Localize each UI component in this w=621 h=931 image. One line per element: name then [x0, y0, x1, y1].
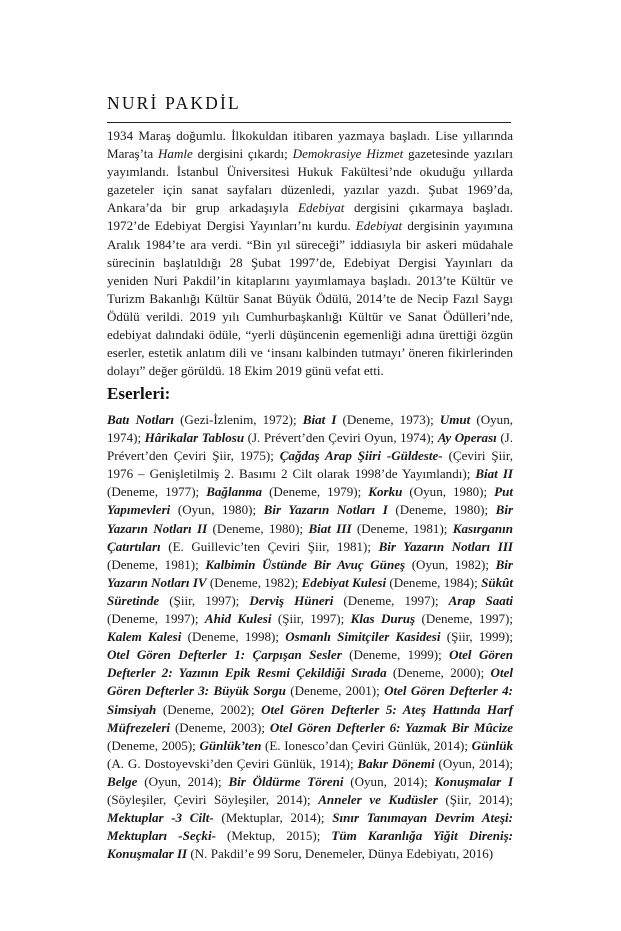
publication-name: Demokrasiye Hizmet — [292, 146, 404, 162]
work-item — [145, 430, 431, 445]
bio-text: gazetesinde yazıları yayımlandı. İstanbul Üniversitesi Hukuk Fakültesi’nde okuduğu yıllarda gazeteler için sanat sayfaları düzenledi, yazılar yazdı. Şubat 1969’da, Ankara’da bir grup arkadaşıyla — [107, 146, 513, 216]
work-detail: (Oyun, 1974) — [107, 412, 513, 446]
publication-name: Edebiyat — [355, 218, 403, 234]
work-detail: (Deneme, 1981) — [107, 556, 196, 572]
work-title: Put Yapımevleri — [107, 484, 513, 518]
work-title: Biat I — [302, 412, 337, 427]
work-detail: (Deneme, 1973) — [342, 412, 431, 427]
work-title: Ahid Kulesi — [204, 611, 272, 627]
work-detail: (Deneme, 1979) — [269, 484, 358, 500]
work-detail: (Oyun, 1980) — [177, 502, 253, 518]
work-item — [206, 484, 357, 499]
work-item — [368, 484, 483, 499]
work-title: Günlük’ten — [199, 737, 262, 753]
work-item — [308, 521, 443, 536]
work-title: Belge — [107, 773, 138, 789]
work-title: Batı Notları — [107, 412, 174, 427]
work-detail: (Deneme, 2002) — [162, 701, 251, 717]
author-heading: NURİ PAKDİL — [107, 93, 241, 113]
work-detail: (E. Guillevic’ten Çeviri Şiir, 1981) — [168, 538, 368, 554]
heading-divider — [107, 122, 511, 123]
work-title: Otel Gören Defterler 3: Büyük Sorgu — [107, 665, 513, 699]
work-item — [303, 412, 430, 427]
work-item — [199, 738, 464, 753]
work-item — [107, 774, 218, 789]
work-item — [357, 756, 509, 771]
work-title: Korku — [368, 484, 403, 500]
work-item — [264, 502, 485, 517]
work-detail: (Oyun, 1980) — [409, 484, 484, 500]
publication-name: Edebiyat — [298, 200, 345, 216]
work-detail: (Çeviri Şiir, 1976 – Genişletilmiş 2. Basımı 2 Cilt olarak 1998’de Yayımlandı) — [107, 448, 514, 482]
work-detail: (Deneme, 2000) — [392, 665, 481, 681]
work-title: Bir Yazarın Notları IV — [107, 556, 513, 590]
work-detail: (Deneme, 2005) — [107, 737, 193, 753]
work-title: Kasırganın Çatırtıları — [107, 520, 513, 554]
work-title: Çağdaş Arap Şiiri -Güldeste- — [279, 448, 443, 464]
work-detail: (Oyun, 1982) — [411, 556, 486, 572]
work-title: Edebiyat Kulesi — [301, 574, 387, 590]
work-title: Bir Yazarın Notları I — [263, 502, 388, 518]
work-item — [205, 557, 485, 572]
work-detail: (Deneme, 1977) — [107, 484, 196, 500]
work-item — [318, 792, 509, 807]
work-detail: (Şiir, 1999) — [446, 629, 510, 645]
work-detail: (A. G. Dostoyevski’den Çeviri Günlük, 1914) — [107, 755, 350, 771]
work-title: Umut — [439, 412, 471, 427]
work-title: Sükût Süretinde — [107, 574, 513, 608]
work-title: Mektuplar -3 Cilt- — [107, 810, 214, 826]
work-detail: (Söyleşiler, Çeviri Söyleşiler, 2014) — [107, 791, 308, 807]
work-title: Otel Gören Defterler 4: Simsiyah — [107, 683, 513, 717]
work-title: Ay Operası — [437, 430, 497, 446]
work-title: Klas Duruş — [350, 611, 416, 627]
works-heading: Eserleri: — [107, 384, 171, 403]
work-item — [302, 575, 475, 590]
work-title: Bağlanma — [206, 484, 263, 500]
work-title: Günlük — [471, 737, 513, 753]
work-detail: (Deneme, 1980) — [395, 502, 485, 518]
bio-text: dergisini çıkardı; — [192, 146, 293, 162]
work-title: Biat II — [475, 466, 513, 482]
work-title: Hârikalar Tablosu — [144, 430, 245, 446]
work-detail: (Şiir, 1997) — [277, 611, 341, 627]
work-detail: (Gezi-İzlenim, 1972) — [180, 412, 294, 427]
work-detail: (Mektup, 2015) — [227, 828, 317, 844]
work-title: Otel Gören Defterler 5: Ateş Hattında Harf Müfrezeleri — [107, 701, 514, 735]
work-detail: (Oyun, 2014) — [350, 773, 425, 789]
work-title: Otel Gören Defterler 6: Yazmak Bir Mûcize — [269, 719, 513, 735]
work-item — [351, 611, 510, 626]
work-item — [107, 412, 293, 427]
work-detail: (Deneme, 1998) — [187, 629, 276, 645]
bio-text: dergisinin yayımına Aralık 1984’te ara verdi. “Bin yıl süreceği” iddiasıyla bir askeri müdahale sürecinin başlatıldığı 28 Şubat 1997’de, Edebiyat Dergisi Yayınları da yeniden Nuri Pakdil’in kitaplarını yayımlamaya başladı. 2013’te Kültür ve Turizm Bakanlığı Kültür Sanat Büyük Ödülü, 2014’te de Necip Fazıl Saygı Ödülü verildi. 2019 yılı Cumhurbaşkanlığı Kültür ve Sanat Ödülleri’nde, edebiyat dalındaki ödüle, “yerli düşüncenin egemenliği adına ürettiği özgün eserler, estetik anlatım dili ve ‘insanı kalbinden tutmayı’ öneren fikirlerinden dolayı” değer görüldü. 18 Ekim 2019 günü vefat etti. — [107, 218, 513, 379]
biography-paragraph — [107, 127, 513, 380]
work-item — [205, 611, 341, 626]
bio-text: 1934 Maraş doğumlu. İlkokuldan itibaren yazmaya başladı. Lise yıllarında Maraş’ta — [107, 128, 513, 162]
work-detail: (Deneme, 1997) — [343, 592, 435, 608]
work-title: Anneler ve Kudüsler — [318, 791, 438, 807]
work-title: Kalbimin Üstünde Bir Avuç Güneş — [205, 556, 406, 572]
work-detail: (Deneme, 2003) — [174, 719, 262, 735]
work-title: Sınır Tanımayan Devrim Ateşi: Mektupları -Seçki- — [107, 810, 514, 844]
work-detail: (Deneme, 1984) — [389, 574, 475, 590]
work-title: Otel Gören Defterler 1: Çarpışan Sesler — [107, 647, 342, 663]
work-title: Bir Yazarın Notları III — [378, 538, 513, 554]
work-detail: (E. Ionesco’dan Çeviri Günlük, 2014) — [264, 737, 465, 753]
work-title: Bir Yazarın Notları II — [107, 502, 514, 536]
work-detail: (Deneme, 1997) — [107, 611, 195, 627]
work-title: Konuşmalar I — [434, 773, 514, 789]
work-title: Osmanlı Simitçiler Kasidesi — [285, 629, 441, 645]
work-item — [107, 810, 321, 825]
bio-text: dergisini çıkarmaya başladı. 1972’de Edebiyat Dergisi Yayınları’nı kurdu. — [107, 200, 513, 234]
work-item — [285, 629, 509, 644]
work-detail: (Şiir, 2014) — [445, 791, 510, 807]
work-title: Otel Gören Defterler 2: Yazının Epik Resmi Çekildiği Sırada — [107, 647, 514, 681]
work-detail: (J. Prévert’den Çeviri Şiir, 1975) — [107, 430, 514, 464]
work-item — [107, 647, 438, 662]
work-detail: (J. Prévert’den Çeviri Oyun, 1974) — [247, 430, 431, 446]
work-detail: (Deneme, 1999) — [349, 647, 439, 663]
work-item — [249, 593, 435, 608]
work-detail: (Oyun, 2014) — [144, 773, 219, 789]
work-title: Derviş Hüneri — [249, 592, 334, 608]
publication-name: Hamle — [158, 146, 193, 162]
work-detail: (Oyun, 2014) — [438, 755, 510, 771]
work-item — [107, 629, 275, 644]
work-detail: (Mektuplar, 2014) — [221, 810, 321, 826]
work-title: Biat III — [308, 520, 352, 536]
works-list: Batı Notları (Gezi-İzlenim, 1972); Biat I (Deneme, 1973); Umut (Oyun, 1974); Hârikalar Tablosu (J. Prévert’den Çeviri Oyun, 1974); Ay Operası (J. Prévert’den Çeviri Şiir, 1975); Çağdaş Arap Şiiri -Güldeste- (Çeviri Şiir, 1976 – Genişletilmiş 2. Basımı 2 Cilt olarak 1998’de Yayımlandı); Biat II (Deneme, 1977); Bağlanma (Deneme, 1979); Korku (Oyun, 1980); Put Yapımevleri (Oyun, 1980); Bir Yazarın Notları I (Deneme, 1980); Bir Yazarın Notları II (Deneme, 1980); Biat III (Deneme, 1981); Kasırganın Çatırtıları (E. Guillevic’ten Çeviri Şiir, 1981); Bir Yazarın Notları III (Deneme, 1981); Kalbimin Üstünde Bir Avuç Güneş (Oyun, 1982); Bir Yazarın Notları IV (Deneme, 1982); Edebiyat Kulesi (Deneme, 1984); Sükût Süretinde (Şiir, 1997); Derviş Hüneri (Deneme, 1997); Arap Saati (Deneme, 1997); Ahid Kulesi (Şiir, 1997); Klas Duruş (Deneme, 1997); Kalem Kalesi (Deneme, 1998); Osmanlı Simitçiler Kasidesi (Şiir, 1999); Otel Gören Defterler 1: Çarpışan Sesler (Deneme, 1999); Otel Gören Defterler 2: Yazının Epik Resmi Çekildiği Sırada (Deneme, 2000); Otel Gören Defterler 3: Büyük Sorgu (Deneme, 2001); Otel Gören Defterler 4: Simsiyah (Deneme, 2002); Otel Gören Defterler 5: Ateş Hattında Harf Müfrezeleri (Deneme, 2003); Otel Gören Defterler 6: Yazmak Bir Mûcize (Deneme, 2005); Günlük’ten (E. Ionesco’dan Çeviri Günlük, 2014); Günlük (A. G. Dostoyevski’den Çeviri Günlük, 1914); Bakır Dönemi (Oyun, 2014); Belge (Oyun, 2014); Bir Öldürme Töreni (Oyun, 2014); Konuşmalar I (Söyleşiler, Çeviri Söyleşiler, 2014); Anneler ve Kudüsler (Şiir, 2014); Mektuplar -3 Cilt- (Mektuplar, 2014); Sınır Tanımayan Devrim Ateşi: Mektupları -Seçki- (Mektup, 2015); Tüm Karanlığa Yiğit Direniş: Konuşmalar II (N. Pakdil’e 99 Soru, Denemeler, Dünya Edebiyatı, 2016) — [107, 412, 514, 862]
work-item — [228, 774, 424, 789]
work-title: Bakır Dönemi — [357, 755, 435, 771]
work-detail: (Deneme, 1980) — [212, 520, 300, 536]
work-detail: (Deneme, 1981) — [356, 520, 444, 536]
work-detail: (Şiir, 1997) — [169, 592, 236, 608]
work-detail: (Deneme, 2001) — [290, 683, 377, 699]
work-title: Arap Saati — [448, 592, 514, 608]
work-detail: (Deneme, 1997) — [421, 611, 510, 627]
work-title: Tüm Karanlığa Yiğit Direniş: Konuşmalar II — [107, 828, 513, 862]
work-detail: (Deneme, 1982) — [209, 574, 295, 590]
work-detail: (N. Pakdil’e 99 Soru, Denemeler, Dünya Edebiyatı, 2016) — [190, 846, 494, 862]
work-title: Kalem Kalesi — [107, 629, 182, 645]
work-title: Bir Öldürme Töreni — [228, 773, 344, 789]
